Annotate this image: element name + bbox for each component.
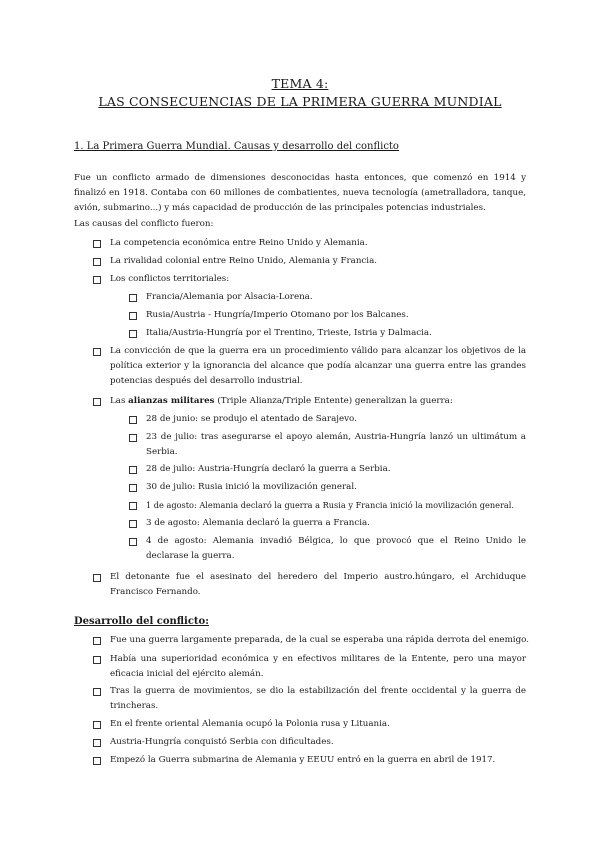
checkbox-icon — [129, 520, 137, 528]
list-item: En el frente oriental Alemania ocupó la Polonia rusa y Lituania. — [110, 719, 390, 729]
checkbox-icon — [129, 312, 137, 320]
checkbox-icon — [129, 484, 137, 492]
checkbox-icon — [93, 637, 101, 645]
list-item: La competencia económica entre Reino Unido y Alemania. — [110, 238, 368, 248]
checkbox-icon — [93, 739, 101, 747]
list-item: 4 de agosto: Alemania invadió Bélgica, lo que provocó que el Reino Unido le declarase la guerra. — [146, 536, 526, 561]
checkbox-icon — [129, 434, 137, 442]
checkbox-icon — [129, 416, 137, 424]
list-item: 23 de julio: tras asegurarse el apoyo alemán, Austria-Hungría lanzó un ultimátum a Serbia. — [146, 432, 526, 457]
section-heading: 1. La Primera Guerra Mundial. Causas y desarrollo del conflicto — [74, 141, 399, 152]
list-item: La convicción de que la guerra era un procedimiento válido para alcanzar los objetivos de la política exterior y la ignorancia del alcance que podía alcanzar una guerra entre las grandes potencias después del desarrollo industrial. — [110, 346, 526, 386]
list-item: Rusia/Austria - Hungría/Imperio Otomano por los Balcanes. — [146, 310, 409, 320]
list-item: Austria-Hungría conquistó Serbia con dificultades. — [110, 737, 334, 747]
alliances-post: (Triple Alianza/Triple Entente) generalizan la guerra: — [214, 396, 453, 406]
checkbox-icon — [93, 398, 101, 406]
list-item: Fue una guerra largamente preparada, de la cual se esperaba una rápida derrota del enemigo. — [110, 635, 529, 645]
list-item: Francia/Alemania por Alsacia-Lorena. — [146, 292, 313, 302]
alliances-pre: Las — [110, 396, 129, 406]
list-item: Había una superioridad económica y en efectivos militares de la Entente, pero una mayor eficacia inicial del ejército alemán. — [110, 654, 526, 679]
checkbox-icon — [93, 240, 101, 248]
list-item: 3 de agosto: Alemania declaró la guerra a Francia. — [146, 518, 370, 528]
list-item — [110, 394, 453, 409]
list-item: El detonante fue el asesinato del heredero del Imperio austro.húngaro, el Archiduque Francisco Fernando. — [110, 572, 526, 597]
checkbox-icon — [129, 330, 137, 338]
list-item: Italia/Austria-Hungría por el Trentino, Trieste, Istria y Dalmacia. — [146, 328, 432, 338]
list-item: Los conflictos territoriales: — [110, 274, 230, 284]
checkbox-icon — [129, 294, 137, 302]
checkbox-icon — [129, 502, 137, 510]
checkbox-icon — [93, 348, 101, 356]
checkbox-icon — [93, 721, 101, 729]
causes-label: Las causas del conflicto fueron: — [74, 219, 214, 229]
page-title: TEMA 4: — [271, 76, 329, 91]
checkbox-icon — [93, 574, 101, 582]
checkbox-icon — [93, 258, 101, 266]
list-item: Empezó la Guerra submarina de Alemania y EEUU entró en la guerra en abril de 1917. — [110, 755, 496, 765]
section-heading: Desarrollo del conflicto: — [74, 616, 209, 627]
checkbox-icon — [93, 656, 101, 664]
list-item: 30 de julio: Rusia inició la movilización general. — [146, 482, 357, 492]
checkbox-icon — [129, 538, 137, 546]
page-subtitle: LAS CONSECUENCIAS DE LA PRIMERA GUERRA MUNDIAL — [98, 94, 502, 109]
checkbox-icon — [93, 276, 101, 284]
list-item: 1 de agosto: Alemania declaró la guerra a Rusia y Francia inició la movilización general. — [146, 500, 514, 510]
checkbox-icon — [129, 466, 137, 474]
list-item: La rivalidad colonial entre Reino Unido, Alemania y Francia. — [110, 256, 378, 266]
list-item: Tras la guerra de movimientos, se dio la estabilización del frente occidental y la guerra de trincheras. — [110, 686, 526, 711]
checkbox-icon — [93, 757, 101, 765]
intro-paragraph: Fue un conflicto armado de dimensiones desconocidas hasta entonces, que comenzó en 1914 y finalizó en 1918. Contaba con 60 millones de combatientes, nueva tecnología (ametralladora, tanque, avión, submarino...) y más capacidad de producción de las principales potencias industriales. — [74, 173, 526, 213]
list-item: 28 de julio: Austria-Hungría declaró la guerra a Serbia. — [146, 464, 391, 474]
checkbox-icon — [93, 688, 101, 696]
alliances-bold: alianzas militares — [128, 396, 215, 406]
list-item: 28 de junio: se produjo el atentado de Sarajevo. — [146, 414, 357, 424]
